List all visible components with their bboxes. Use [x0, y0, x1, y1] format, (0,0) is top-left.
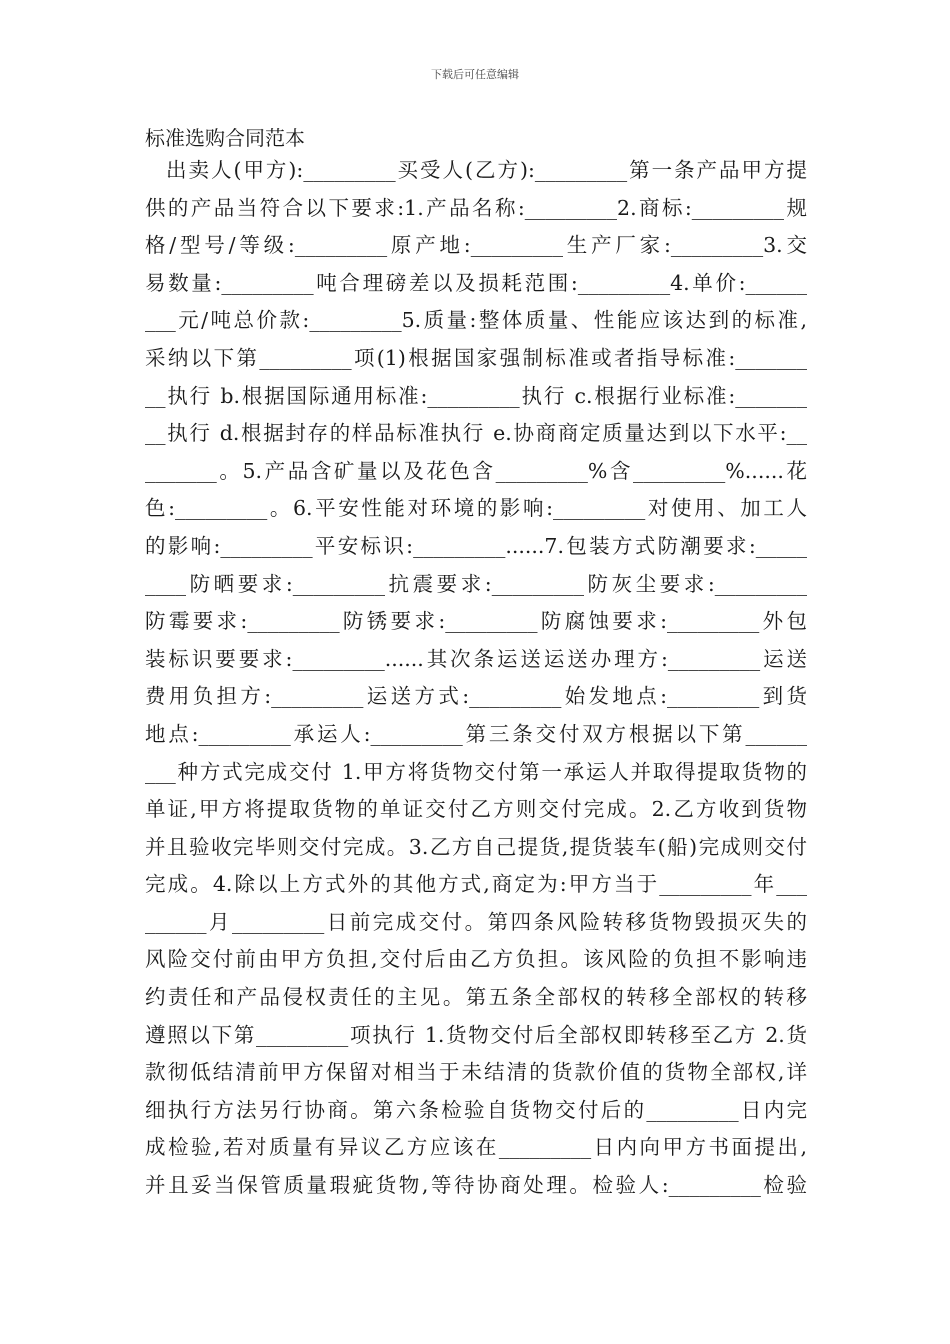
body-line: 出卖人(甲方):_________买受人(乙方):_________第一条产品甲方提 [166, 158, 807, 182]
body-line: 的影响:_________平安标识:_________......7.包装方式防潮要求:_____ [145, 533, 807, 558]
body-line: ___种方式完成交付 1.甲方将货物交付第一承运人并取得提取货物的 [145, 759, 807, 784]
body-line: ____防晒要求:_________抗震要求:_________防灰尘要求:_________ [145, 571, 807, 596]
body-line: 完成。4.除以上方式外的其他方式,商定为:甲方当于_________年___ [145, 872, 807, 897]
body-line: _______。5.产品含矿量以及花色含_________%含_________%......花 [145, 458, 807, 483]
body-line: 防霉要求:_________防锈要求:_________防腐蚀要求:_________外包 [145, 609, 807, 634]
body-line: 约责任和产品侵权责任的主见。第五条全部权的转移全部权的转移 [145, 985, 807, 1010]
body-line: 并且验收完毕则交付完成。3.乙方自己提货,提货装车(船)完成则交付 [145, 834, 807, 859]
page-header: 下载后可任意编辑 [431, 68, 519, 81]
body-line: __执行 d.根据封存的样品标准执行 e.协商商定质量达到以下水平:__ [145, 421, 807, 446]
document-title: 标准选购合同范本 [145, 126, 305, 150]
body-line: ___元/吨总价款:_________5.质量:整体质量、性能应该达到的标准, [145, 308, 807, 333]
body-line: 色:_________。6.平安性能对环境的影响:_________对使用、加工人 [145, 496, 807, 521]
body-line: 遵照以下第_________项执行 1.货物交付后全部权即转移至乙方 2.货 [145, 1022, 807, 1047]
body-line: 风险交付前由甲方负担,交付后由乙方负担。该风险的负担不影响违 [145, 947, 807, 972]
body-line: ______月_________日前完成交付。第四条风险转移货物毁损灭失的 [145, 909, 807, 934]
body-line: 并且妥当保管质量瑕疵货物,等待协商处理。检验人:_________检验 [145, 1173, 807, 1198]
body-line: 供的产品当符合以下要求:1.产品名称:_________2.商标:_________规 [145, 195, 807, 220]
body-line: 费用负担方:_________运送方式:_________始发地点:_________到货 [145, 684, 807, 709]
body-line: 地点:_________承运人:_________第三条交付双方根据以下第______ [145, 721, 807, 746]
body-line: 装标识要要求:_________......其次条运送运送办理方:_________运送 [145, 646, 807, 671]
body-line: 细执行方法另行协商。第六条检验自货物交付后的_________日内完 [145, 1097, 807, 1122]
body-line: 易数量:_________吨合理磅差以及损耗范围:_________4.单价:______ [145, 270, 807, 295]
body-line: 采纳以下第_________项(1)根据国家强制标准或者指导标准:_______ [145, 345, 807, 370]
body-line: __执行 b.根据国际通用标准:_________执行 c.根据行业标准:_______ [145, 383, 807, 408]
body-line: 成检验,若对质量有异议乙方应该在_________日内向甲方书面提出, [145, 1135, 807, 1160]
document-body [145, 152, 807, 1205]
body-line: 单证,甲方将提取货物的单证交付乙方则交付完成。2.乙方收到货物 [145, 797, 807, 822]
body-line: 款彻低结清前甲方保留对相当于未结清的货款价值的货物全部权,详 [145, 1060, 807, 1085]
body-line: 格/型号/等级:_________原产地:_________生产厂家:_________3.交 [145, 233, 807, 258]
